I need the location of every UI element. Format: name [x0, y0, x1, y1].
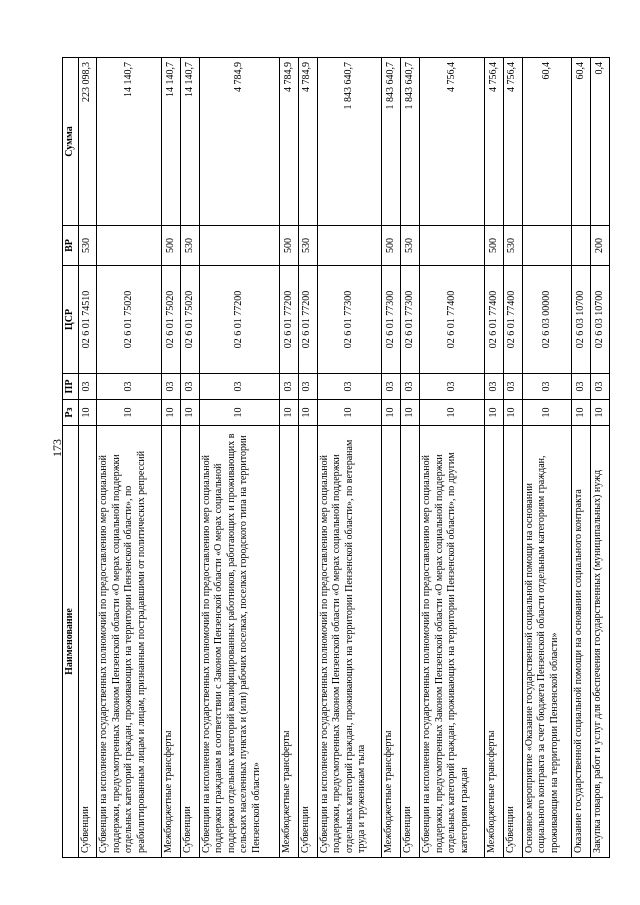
- cell-csr: 02 6 01 77200: [279, 266, 298, 374]
- cell-csr: 02 6 01 77200: [199, 266, 279, 374]
- table-row: [279, 58, 298, 858]
- table-row: [97, 58, 162, 858]
- cell-pr: 03: [317, 374, 382, 400]
- cell-csr: 02 6 01 77300: [382, 266, 401, 374]
- cell-vr: 500: [162, 226, 181, 266]
- table-row: [199, 58, 279, 858]
- header-sum: Сумма: [63, 58, 79, 226]
- cell-rz: 10: [522, 400, 571, 426]
- cell-name: Межбюджетные трансферты: [162, 426, 181, 858]
- table-row: [503, 58, 522, 858]
- cell-rz: 10: [199, 400, 279, 426]
- cell-sum: 4 784,9: [199, 58, 279, 226]
- header-name: Наименование: [63, 426, 79, 858]
- cell-pr: 03: [279, 374, 298, 400]
- cell-vr: 500: [279, 226, 298, 266]
- table-row: [522, 58, 571, 858]
- header-vr: ВР: [63, 226, 79, 266]
- table-row: [180, 58, 199, 858]
- cell-csr: 02 6 01 77400: [503, 266, 522, 374]
- cell-rz: 10: [317, 400, 382, 426]
- cell-vr: 530: [180, 226, 199, 266]
- cell-rz: 10: [590, 400, 609, 426]
- cell-pr: 03: [382, 374, 401, 400]
- cell-rz: 10: [298, 400, 317, 426]
- cell-rz: 10: [180, 400, 199, 426]
- cell-name: Субвенции: [401, 426, 420, 858]
- table-header-row: [63, 58, 79, 858]
- cell-csr: 02 6 01 75020: [97, 266, 162, 374]
- cell-sum: 60,4: [522, 58, 571, 226]
- cell-name: Основное мероприятие «Оказание государственной социальной помощи на основании социального контракта за счет бюджета Пензенской области отдельным категориям граждан, проживающим на территории Пензенской области»: [522, 426, 571, 858]
- cell-sum: 1 843 640,7: [401, 58, 420, 226]
- cell-rz: 10: [78, 400, 97, 426]
- cell-name: Субвенции на исполнение государственных полномочий по предоставлению мер социальной поддержки гражданам в соответствии с Законом Пензенской области «О мерах социальной поддержки отдельных категорий квалифицированных работников, работающих и проживающих в сельских населенных пунктах и (или) рабочих поселках, поселках городского типа на территории Пензенской области»: [199, 426, 279, 858]
- table-row: [484, 58, 503, 858]
- cell-name: Межбюджетные трансферты: [279, 426, 298, 858]
- cell-pr: 03: [162, 374, 181, 400]
- table-row: [572, 58, 591, 858]
- cell-name: Межбюджетные трансферты: [382, 426, 401, 858]
- cell-rz: 10: [382, 400, 401, 426]
- cell-vr: 530: [503, 226, 522, 266]
- cell-sum: 1 843 640,7: [317, 58, 382, 226]
- cell-sum: 0,4: [590, 58, 609, 226]
- cell-vr: [199, 226, 279, 266]
- cell-csr: 02 6 01 75020: [162, 266, 181, 374]
- cell-csr: 02 6 01 77300: [401, 266, 420, 374]
- cell-name: Оказание государственной социальной помощи на основании социального контракта: [572, 426, 591, 858]
- table-area: [62, 58, 610, 858]
- cell-rz: 10: [279, 400, 298, 426]
- cell-csr: 02 6 01 77400: [420, 266, 485, 374]
- cell-pr: 03: [572, 374, 591, 400]
- cell-rz: 10: [503, 400, 522, 426]
- cell-sum: 14 140,7: [162, 58, 181, 226]
- table-row: [78, 58, 97, 858]
- cell-sum: 4 756,4: [503, 58, 522, 226]
- cell-sum: 223 098,3: [78, 58, 97, 226]
- table-row: [162, 58, 181, 858]
- cell-vr: [420, 226, 485, 266]
- cell-pr: 03: [78, 374, 97, 400]
- rotated-table-wrapper: [62, 58, 610, 858]
- cell-name: Субвенции на исполнение государственных полномочий по предоставлению мер социальной поддержки, предусмотренных Законом Пензенской области «О мерах социальной поддержки отдельных категорий граждан, проживающих на территории Пензенской области», по другим категориям граждан: [420, 426, 485, 858]
- cell-pr: 03: [522, 374, 571, 400]
- header-pr: ПР: [63, 374, 79, 400]
- cell-pr: 03: [590, 374, 609, 400]
- cell-vr: 500: [382, 226, 401, 266]
- cell-vr: [572, 226, 591, 266]
- cell-sum: 4 756,4: [484, 58, 503, 226]
- cell-csr: 02 6 01 77300: [317, 266, 382, 374]
- table-row: [420, 58, 485, 858]
- cell-sum: 4 784,9: [279, 58, 298, 226]
- cell-pr: 03: [97, 374, 162, 400]
- cell-name: Субвенции на исполнение государственных полномочий по предоставлению мер социальной поддержки, предусмотренных Законом Пензенской области «О мерах социальной поддержки отдельных категорий граждан, проживающих на территории Пензенской области», по реабилитированным лицам и лицам, признанным пострадавшими от политических репрессий: [97, 426, 162, 858]
- cell-rz: 10: [572, 400, 591, 426]
- cell-vr: [522, 226, 571, 266]
- cell-sum: 14 140,7: [180, 58, 199, 226]
- table-row: [590, 58, 609, 858]
- cell-pr: 03: [180, 374, 199, 400]
- cell-rz: 10: [162, 400, 181, 426]
- table-row: [401, 58, 420, 858]
- cell-vr: 530: [78, 226, 97, 266]
- cell-sum: 4 756,4: [420, 58, 485, 226]
- cell-csr: 02 6 03 10700: [572, 266, 591, 374]
- cell-vr: 530: [401, 226, 420, 266]
- cell-csr: 02 6 01 75020: [180, 266, 199, 374]
- page-number: 173: [50, 439, 64, 457]
- cell-name: Субвенции: [298, 426, 317, 858]
- cell-csr: 02 6 01 74510: [78, 266, 97, 374]
- cell-name: Субвенции: [78, 426, 97, 858]
- budget-table: [62, 57, 610, 858]
- cell-csr: 02 6 01 77400: [484, 266, 503, 374]
- cell-csr: 02 6 03 00000: [522, 266, 571, 374]
- cell-sum: 60,4: [572, 58, 591, 226]
- cell-name: Межбюджетные трансферты: [484, 426, 503, 858]
- header-csr: ЦСР: [63, 266, 79, 374]
- table-row: [298, 58, 317, 858]
- cell-vr: 500: [484, 226, 503, 266]
- cell-pr: 03: [199, 374, 279, 400]
- cell-csr: 02 6 03 10700: [590, 266, 609, 374]
- cell-pr: 03: [401, 374, 420, 400]
- cell-rz: 10: [420, 400, 485, 426]
- cell-name: Субвенции: [180, 426, 199, 858]
- cell-sum: 1 843 640,7: [382, 58, 401, 226]
- cell-rz: 10: [484, 400, 503, 426]
- cell-csr: 02 6 01 77200: [298, 266, 317, 374]
- header-rz: Рз: [63, 400, 79, 426]
- cell-vr: [317, 226, 382, 266]
- cell-pr: 03: [298, 374, 317, 400]
- cell-name: Субвенции: [503, 426, 522, 858]
- cell-pr: 03: [484, 374, 503, 400]
- cell-rz: 10: [97, 400, 162, 426]
- cell-sum: 14 140,7: [97, 58, 162, 226]
- cell-pr: 03: [420, 374, 485, 400]
- cell-pr: 03: [503, 374, 522, 400]
- cell-name: Закупка товаров, работ и услуг для обеспечения государственных (муниципальных) нужд: [590, 426, 609, 858]
- cell-sum: 4 784,9: [298, 58, 317, 226]
- table-row: [317, 58, 382, 858]
- cell-vr: 530: [298, 226, 317, 266]
- cell-rz: 10: [401, 400, 420, 426]
- table-row: [382, 58, 401, 858]
- cell-vr: [97, 226, 162, 266]
- cell-name: Субвенции на исполнение государственных полномочий по предоставлению мер социальной поддержки, предусмотренных Законом Пензенской области «О мерах социальной поддержки отдельных категорий граждан, проживающих на территории Пензенской области», по ветеранам труда и труженикам тыла: [317, 426, 382, 858]
- cell-vr: 200: [590, 226, 609, 266]
